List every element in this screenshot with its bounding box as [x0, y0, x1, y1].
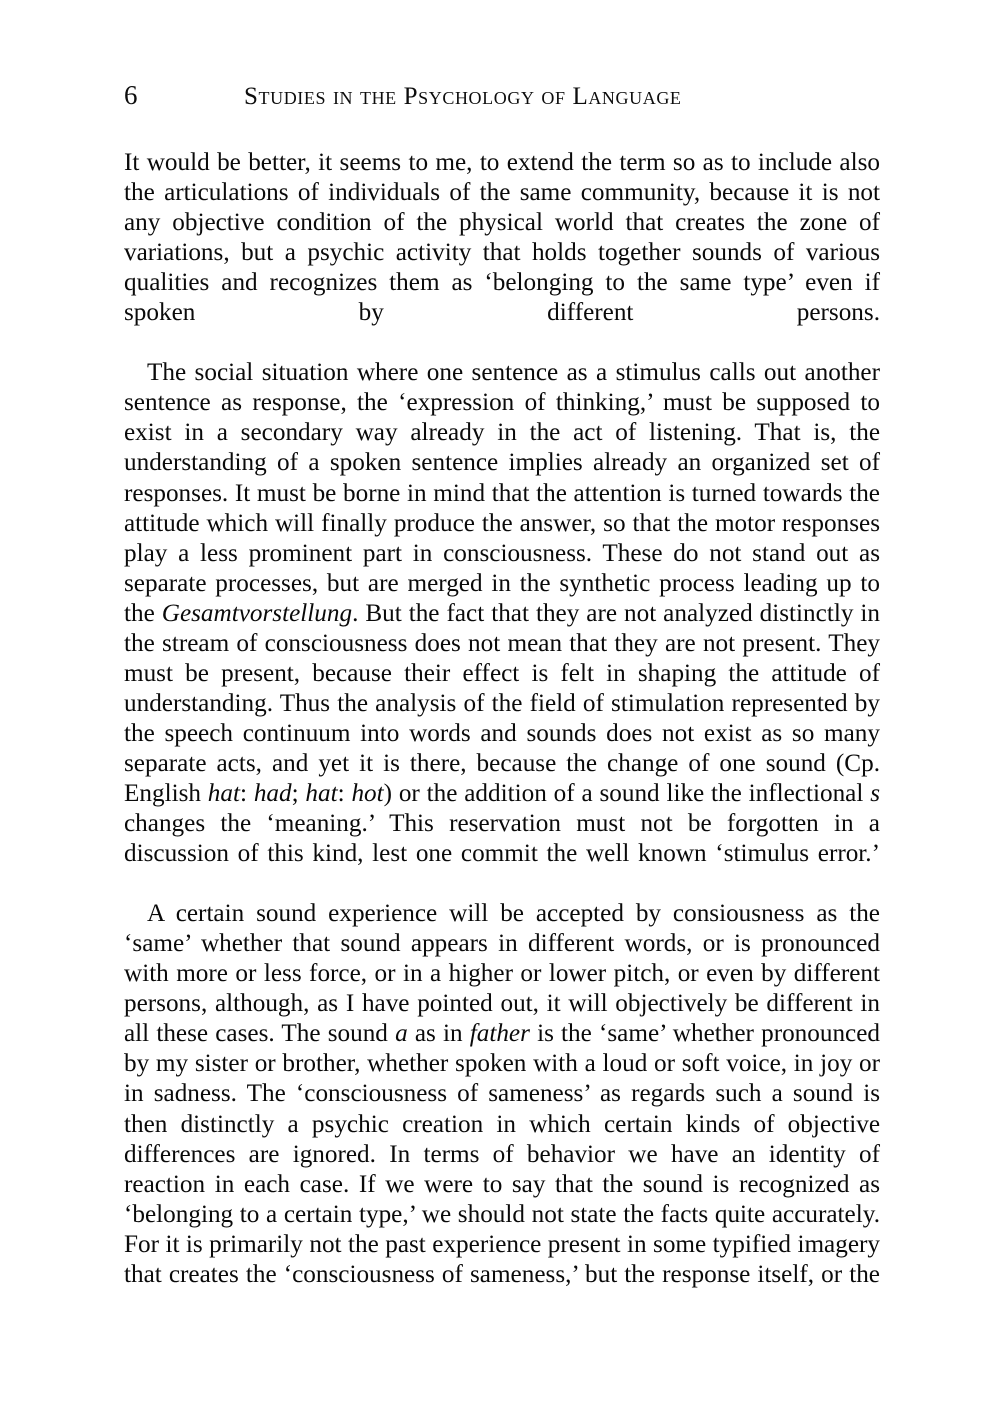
paragraph-3: [124, 899, 880, 1320]
emphasis-2-3: hat: [207, 779, 240, 807]
text-run-3-0: A certain sound experience will be accepted by consiousness as the ‘same’ whether that sound appears in different words, or is pronounced with more or less force, or in a higher or lower pitch, or even by different persons, although, as I have pointed out, it will objectively be different in all these cases. The sound: [124, 900, 880, 1048]
text-run-2-8: :: [337, 779, 352, 807]
page-number: 6: [124, 80, 138, 110]
text-run-2-2: . But the fact that they are not analyzed distinctly in the stream of consciousness does not mean that they are not present. They must be present, because their effect is felt in shaping the attitude of understanding. Thus the analysis of the field of stimulation represented by the speech continuum into words and sounds does not exist as so many separate acts, and yet it is there, because the change of one sound (Cp. English: [124, 599, 880, 807]
text-run-2-6: ;: [291, 779, 306, 807]
emphasis-2-11: s: [870, 779, 880, 807]
emphasis-2-1: Gesamtvorstellung: [161, 599, 353, 627]
emphasis-2-9: hot: [351, 779, 384, 807]
text-run-2-12: changes the ‘meaning.’ This reservation must not be forgotten in a discussion of this kind, lest one commit the well known ‘stimulus error.’: [124, 810, 880, 868]
page-header: [124, 82, 878, 122]
text-run-3-4: is the ‘same’ whether pronounced by my sister or brother, whether spoken with a loud or soft voice, in joy or in sadness. The ‘consciousness of sameness’ as regards such a sound is then distinctly a psychic creation in which certain kinds of objective differences are ignored. In terms of behavior we have an identity of reaction in each case. If we were to say that the sound is recognized as ‘belonging to a certain type,’ we should not state the facts quite accurately. For it is primarily not the past experience present in some typified imagery that creates the ‘consciousness of sameness,’ but the response itself, or the: [124, 1020, 880, 1288]
paragraph-2: [124, 358, 880, 899]
emphasis-3-1: a: [395, 1020, 408, 1048]
text-run-2-0: The social situation where one sentence as a stimulus calls out another sentence as response, the ‘expression of thinking,’ must be supposed to exist in a secondary way already in the act of listening. That is, the understanding of a spoken sentence implies already an organized set of responses. It must be borne in mind that the attention is turned towards the attitude which will finally produce the answer, so that the motor responses play a less prominent part in consciousness. These do not stand out as separate processes, but are merged in the synthetic process leading up to the: [124, 359, 880, 627]
paragraph-1: [124, 148, 880, 358]
body-text-block: [124, 148, 880, 1320]
emphasis-2-7: hat: [305, 779, 338, 807]
emphasis-3-3: father: [469, 1020, 530, 1048]
text-run-2-4: :: [239, 779, 254, 807]
running-head-title: Studies in the Psychology of Language: [244, 83, 682, 110]
emphasis-2-5: had: [253, 779, 292, 807]
text-run-3-2: as in: [407, 1020, 470, 1048]
text-run-1-0: It would be better, it seems to me, to extend the term so as to include also the articulations of individuals of the same community, because it is not any objective condition of the physical world that creates the zone of variations, but a psychic activity that holds together sounds of various qualities and recognizes them as ‘belonging to the same type’ even if spoken by different persons.: [124, 149, 880, 327]
text-run-2-10: ) or the addition of a sound like the inflectional: [383, 779, 871, 807]
